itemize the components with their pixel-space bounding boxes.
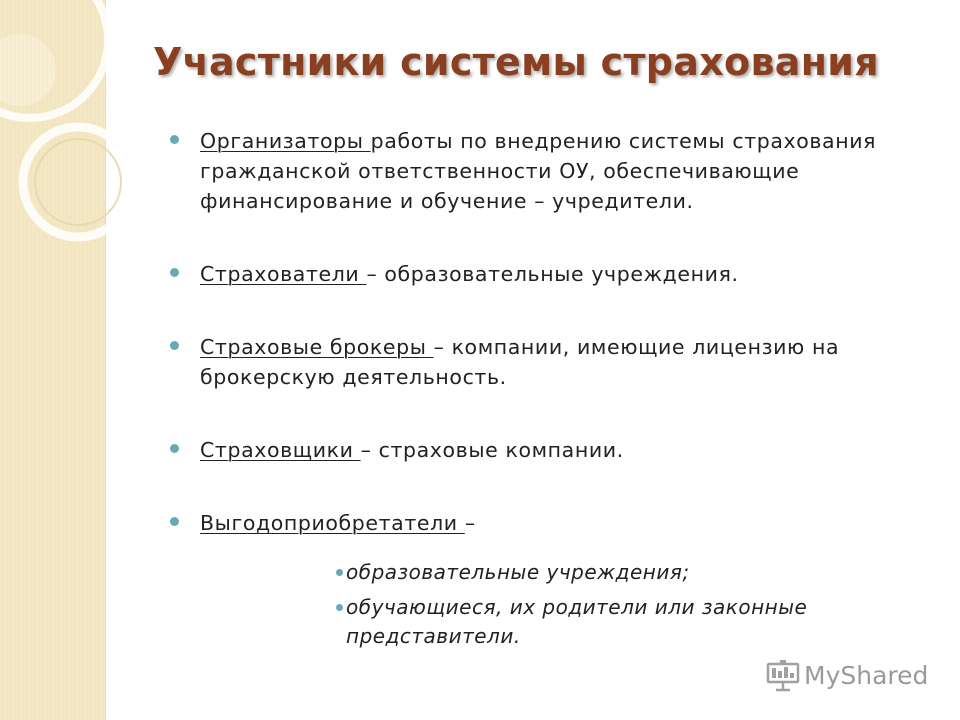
slide-title: Участники системы страхования bbox=[153, 40, 879, 84]
item-description: – страховые компании. bbox=[360, 438, 624, 462]
list-item bbox=[170, 435, 930, 465]
presentation-board-icon bbox=[766, 658, 800, 692]
sub-item-text: образовательные учреждения; bbox=[346, 560, 690, 584]
item-description: – bbox=[464, 511, 476, 535]
sub-bullet-dot-icon bbox=[336, 604, 343, 611]
bullet-dot-icon bbox=[170, 135, 179, 144]
item-term: Организаторы bbox=[200, 129, 371, 153]
bullet-dot-icon bbox=[170, 268, 179, 277]
item-description: – компании, имеющие лицензию на брокерскую деятельность. bbox=[200, 335, 840, 389]
item-description: работы по внедрению системы страхования гражданской ответственности ОУ, обеспечивающие финансирование и обучение – учредители. bbox=[200, 129, 877, 213]
list-item bbox=[170, 332, 930, 392]
item-term: Страховые брокеры bbox=[200, 335, 434, 359]
sub-bullet-dot-icon bbox=[336, 569, 343, 576]
bullet-dot-icon bbox=[170, 517, 179, 526]
watermark-text: MyShared bbox=[804, 660, 929, 690]
bullet-dot-icon bbox=[170, 444, 179, 453]
bullet-list bbox=[170, 126, 930, 651]
bullet-dot-icon bbox=[170, 341, 179, 350]
list-item bbox=[170, 126, 930, 216]
watermark bbox=[766, 655, 928, 695]
sub-bullet-list bbox=[336, 558, 896, 651]
item-term: Выгодоприобретатели bbox=[200, 511, 465, 535]
item-term: Страхователи bbox=[200, 262, 367, 286]
sub-list-item bbox=[336, 593, 896, 651]
sub-item-text: обучающиеся, их родители или законные представители. bbox=[346, 595, 808, 648]
item-description: – образовательные учреждения. bbox=[366, 262, 739, 286]
item-term: Страховщики bbox=[200, 438, 361, 462]
list-item bbox=[170, 508, 930, 538]
sub-list-item bbox=[336, 558, 896, 587]
list-item bbox=[170, 259, 930, 289]
decorative-circles bbox=[0, 0, 140, 300]
